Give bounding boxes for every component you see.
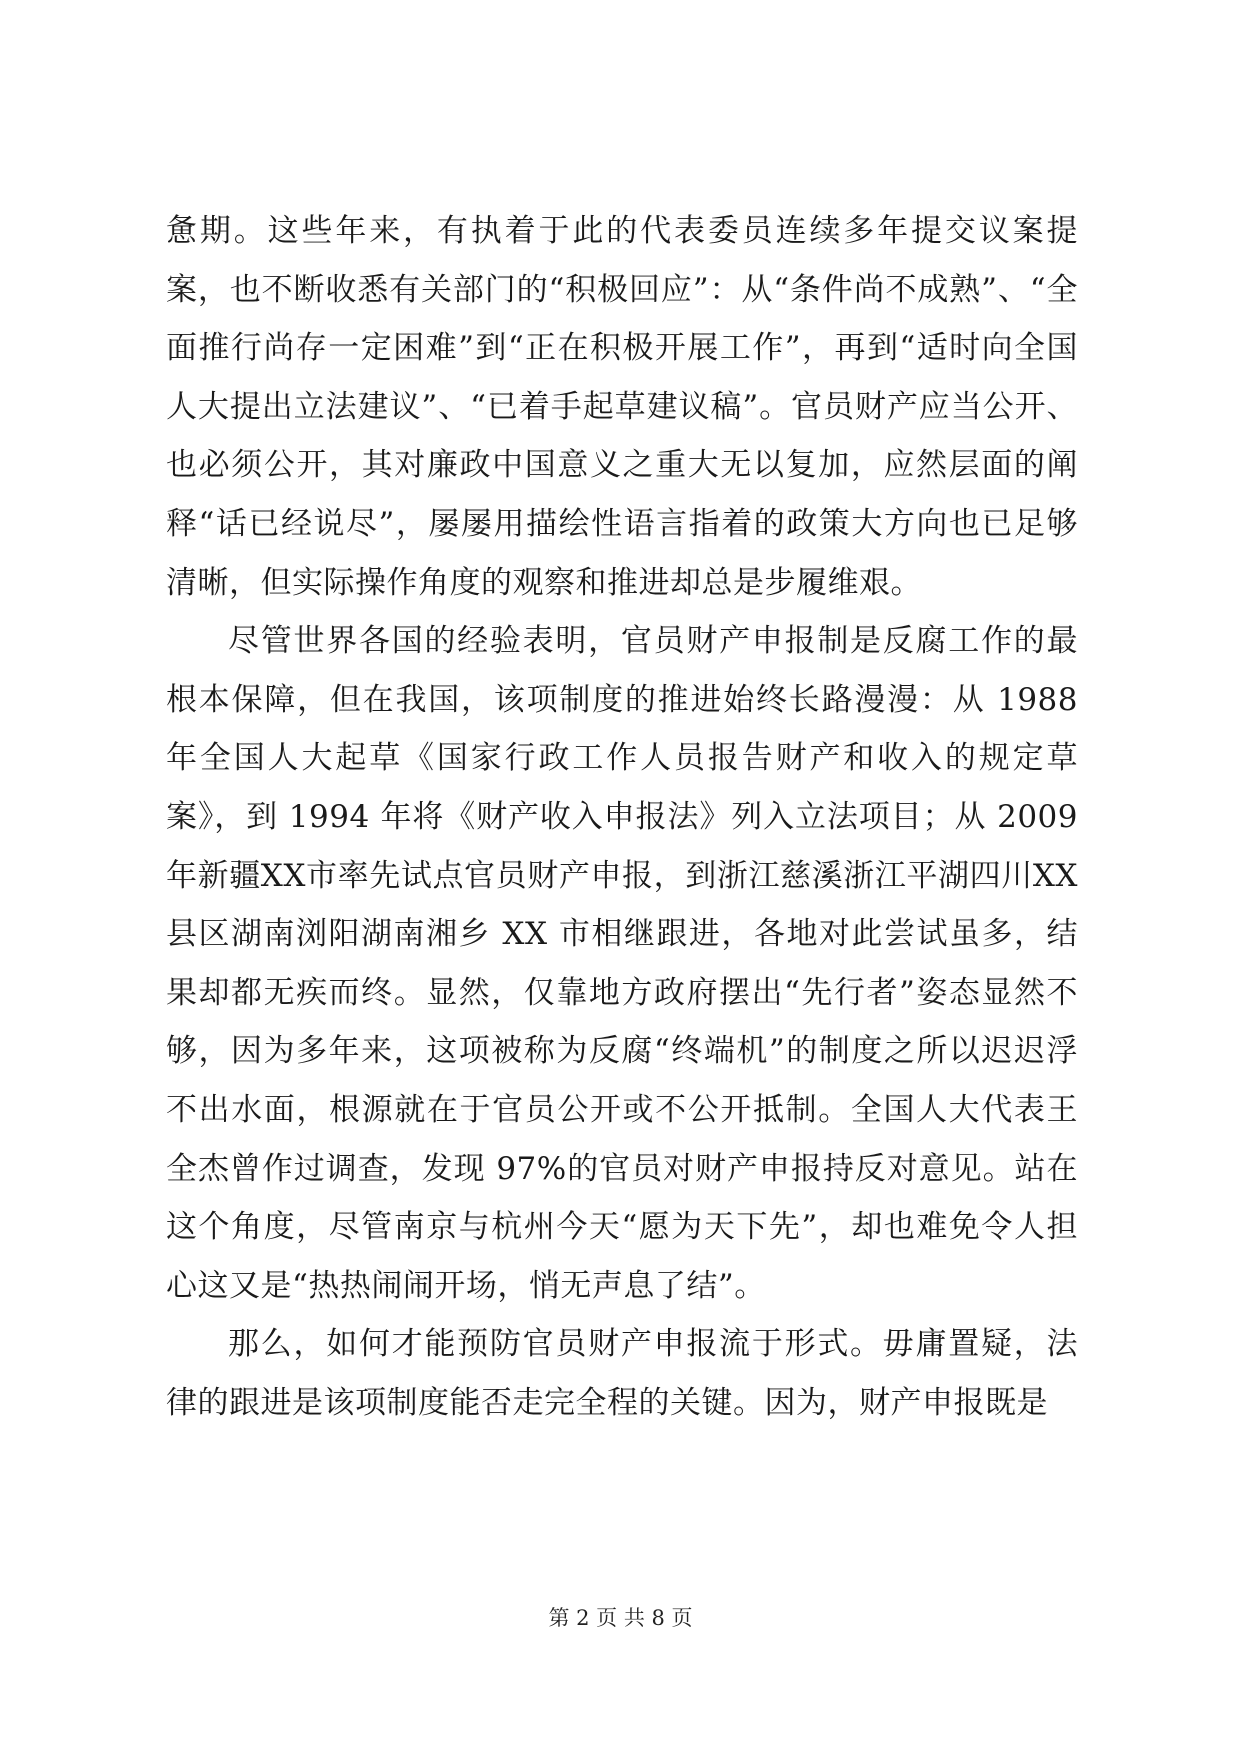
document-body [166,202,1078,1432]
page-number-footer: 第 2 页 共 8 页 [548,1606,693,1630]
paragraph-2: 尽管世界各国的经验表明，官员财产申报制是反腐工作的最根本保障，但在我国，该项制度的推进始终长路漫漫：从 1988 年全国人大起草《国家行政工作人员报告财产和收入的规定草案》，到 1994 年将《财产收入申报法》列入立法项目；从 2009 年新疆XX市率先试点官员财产申报，到浙江慈溪浙江平湖四川XX县区湖南浏阳湖南湘乡 XX 市相继跟进，各地对此尝试虽多，结果却都无疾而终。显然，仅靠地方政府摆出“先行者”姿态显然不够，因为多年来，这项被称为反腐“终端机”的制度之所以迟迟浮不出水面，根源就在于官员公开或不公开抵制。全国人大代表王全杰曾作过调查，发现 97%的官员对财产申报持反对意见。站在这个角度，尽管南京与杭州今天“愿为天下先”，却也难免令人担心这又是“热热闹闹开场，悄无声息了结”。 [166,623,1078,1304]
paragraph-1: 惫期。这些年来，有执着于此的代表委员连续多年提交议案提案，也不断收悉有关部门的“积极回应”：从“条件尚不成熟”、“全面推行尚存一定困难”到“正在积极开展工作”，再到“适时向全国人大提出立法建议”、“已着手起草建议稿”。官员财产应当公开、也必须公开，其对廉政中国意义之重大无以复加，应然层面的阐释“话已经说尽”，屡屡用描绘性语言指着的政策大方向也已足够清晰，但实际操作角度的观察和推进却总是步履维艰。 [166,213,1078,601]
paragraph-3: 那么，如何才能预防官员财产申报流于形式。毋庸置疑，法律的跟进是该项制度能否走完全程的关键。因为，财产申报既是 [166,1326,1078,1421]
